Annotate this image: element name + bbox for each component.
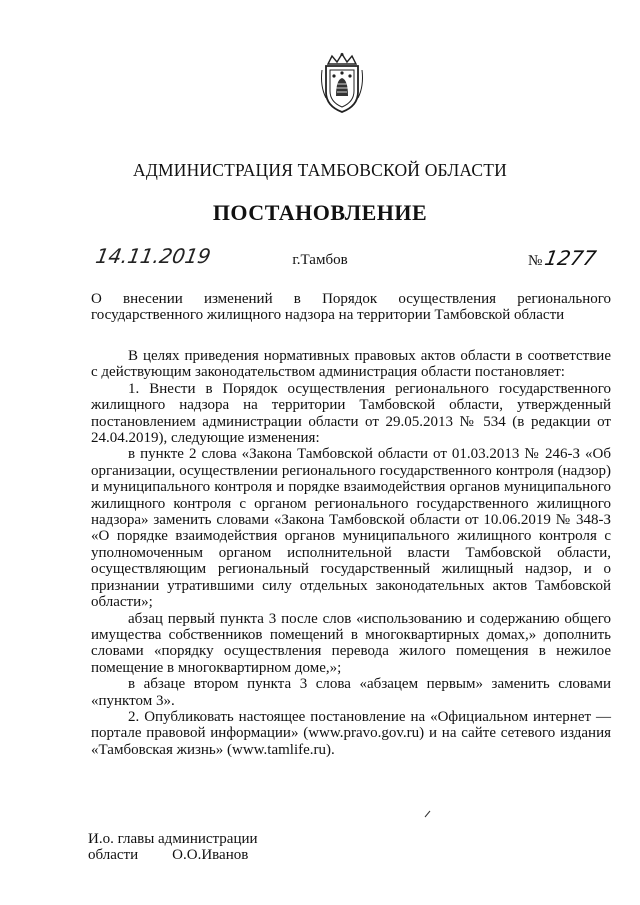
coat-of-arms-icon <box>318 52 366 114</box>
body-paragraph: в пункте 2 слова «Закона Тамбовской области от 01.03.2013 № 246-З «Об организации, осуществлении регионального государственного контроля (надзор) и муниципального контроля и порядке взаимодействия органов муниципального жилищного контроля с органом регионального государственного жилищного надзора» заменить словами «Закона Тамбовской области от 10.06.2019 № 348-З «О порядке взаимодействия органов муниципального жилищного контроля с уполномоченным органом исполнительной власти Тамбовской области, осуществляющим региональный государственный жилищный надзор, и о признании утратившими силу отдельных законодательных актов Тамбовской области»; <box>91 446 611 611</box>
organization-title: АДМИНИСТРАЦИЯ ТАМБОВСКОЙ ОБЛАСТИ <box>133 160 507 180</box>
document-date: 14.11.2019 <box>93 244 213 268</box>
number-sign: № <box>528 253 543 269</box>
signatory-position-region: области <box>88 847 139 863</box>
signatory-position: И.о. главы администрации <box>88 831 258 847</box>
document-body <box>91 348 611 758</box>
body-paragraph: 2. Опубликовать настоящее постановление на «Официальном интернет — портале правовой информации» (www.pravo.gov.ru) и на сайте сетевого издания «Тамбовская жизнь» (www.tamlife.ru). <box>91 708 611 758</box>
signatory-name: О.О.Иванов <box>172 847 249 863</box>
signature-block <box>88 831 258 863</box>
document-city: г.Тамбов <box>292 252 348 268</box>
number-value: 1277 <box>543 246 599 270</box>
body-paragraph: абзац первый пункта 3 после слов «использованию и содержанию общего имущества собственников помещений в многоквартирных домах,» дополнить словами «порядку осуществления перевода жилого помещения в нежилое помещение в многоквартирном доме,»; <box>91 610 611 676</box>
signatory-line <box>88 847 258 863</box>
pen-mark-icon <box>424 810 432 818</box>
body-paragraph: в абзаце втором пункта 3 слова «абзацем первым» заменить словами «пунктом 3». <box>91 676 611 709</box>
body-paragraph: В целях приведения нормативных правовых актов области в соответствие с действующим законодательством администрация области постановляет: <box>91 348 611 381</box>
document-subject: О внесении изменений в Порядок осуществления регионального государственного жилищного надзора на территории Тамбовской области <box>91 291 611 323</box>
body-paragraph: 1. Внести в Порядок осуществления регионального государственного жилищного надзора на территории Тамбовской области, утвержденный постановлением администрации области от 29.05.2013 № 534 (в редакции от 24.04.2019), следующие изменения: <box>91 380 611 447</box>
document-number <box>528 246 599 270</box>
document-type-title: ПОСТАНОВЛЕНИЕ <box>212 200 428 225</box>
